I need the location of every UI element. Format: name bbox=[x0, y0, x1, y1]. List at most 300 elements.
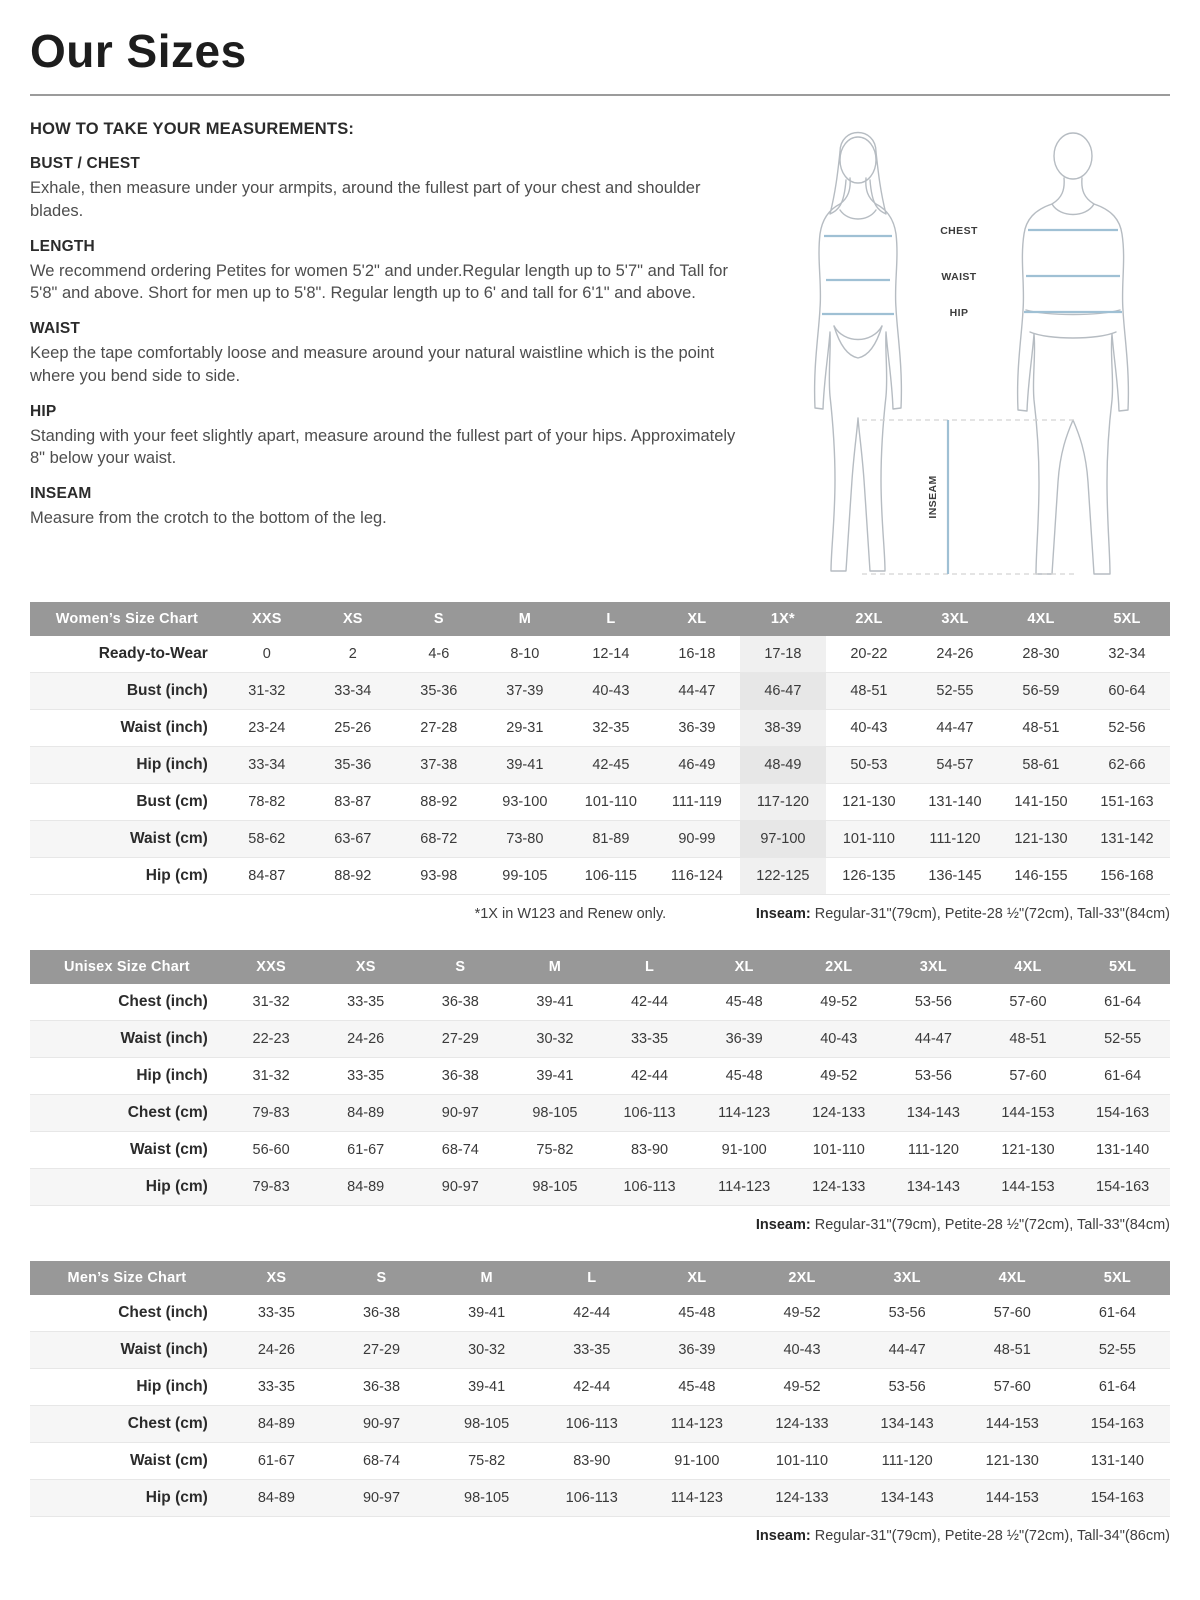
table-row bbox=[30, 1443, 1170, 1480]
table-cell: 61-64 bbox=[1098, 1305, 1136, 1321]
table-cell: 36-39 bbox=[678, 1342, 716, 1358]
row-label: Chest (inch) bbox=[118, 993, 208, 1010]
table-cell: 84-89 bbox=[257, 1416, 295, 1432]
womens-size-chart-block bbox=[30, 602, 1170, 922]
table-cell: 154-163 bbox=[1090, 1490, 1144, 1506]
table-cell: 83-90 bbox=[573, 1453, 611, 1469]
table-cell: 114-123 bbox=[670, 1490, 723, 1506]
mens-size-table bbox=[30, 1261, 1170, 1517]
table-cell: 36-38 bbox=[441, 1068, 479, 1084]
table-cell: 93-98 bbox=[420, 868, 458, 884]
table-cell: 49-52 bbox=[820, 1068, 858, 1084]
section-body: We recommend ordering Petites for women 5'2" and under.Regular length up to 5'7" and Tall for 5'8" and above. Short for men up to 5'8". Regular length up to 6' and tall for 6'1" and above. bbox=[30, 261, 728, 303]
section-title: WAIST bbox=[30, 320, 81, 338]
table-cell: 25-26 bbox=[334, 720, 372, 736]
table-cell: 116-124 bbox=[670, 868, 723, 884]
table-cell: 98-105 bbox=[464, 1416, 510, 1432]
section-inseam bbox=[30, 485, 752, 530]
table-cell: 49-52 bbox=[783, 1305, 821, 1321]
table-cell: 57-60 bbox=[1009, 1068, 1047, 1084]
table-cell: 91-100 bbox=[721, 1142, 767, 1158]
table-cell: 151-163 bbox=[1100, 794, 1154, 810]
table-cell: 39-41 bbox=[468, 1305, 506, 1321]
table-cell: 134-143 bbox=[906, 1105, 960, 1121]
table-cell: 24-26 bbox=[347, 1031, 385, 1047]
row-label: Waist (inch) bbox=[120, 1030, 208, 1047]
table-cell: 124-133 bbox=[775, 1416, 829, 1432]
row-label: Chest (cm) bbox=[127, 1104, 208, 1121]
section-body: Keep the tape comfortably loose and measure around your natural waistline which is the point where you bend side to side. bbox=[30, 344, 715, 385]
table-cell: 44-47 bbox=[888, 1342, 926, 1358]
table-cell: 39-41 bbox=[506, 757, 544, 773]
table-cell: 42-45 bbox=[592, 757, 630, 773]
table-cell: 131-142 bbox=[1100, 831, 1154, 847]
column-header: XS bbox=[224, 1261, 329, 1295]
column-header: XS bbox=[310, 602, 396, 636]
table-cell: 53-56 bbox=[888, 1379, 926, 1395]
table-cell: 52-55 bbox=[1104, 1031, 1142, 1047]
table-cell: 131-140 bbox=[928, 794, 982, 810]
table-cell: 141-150 bbox=[1014, 794, 1068, 810]
woman-figure bbox=[815, 133, 902, 572]
table-cell: 84-89 bbox=[257, 1490, 295, 1506]
body-figures-illustration bbox=[778, 118, 1170, 588]
table-cell: 154-163 bbox=[1096, 1179, 1150, 1195]
table-cell: 24-26 bbox=[936, 646, 974, 662]
column-header: 3XL bbox=[855, 1261, 960, 1295]
table-cell: 88-92 bbox=[334, 868, 372, 884]
column-header: 2XL bbox=[749, 1261, 854, 1295]
unisex-size-chart-block bbox=[30, 950, 1170, 1233]
table-cell: 73-80 bbox=[506, 831, 544, 847]
section-hip bbox=[30, 403, 752, 471]
table-cell: 98-105 bbox=[532, 1105, 578, 1121]
title-divider bbox=[30, 94, 1170, 96]
table-cell: 35-36 bbox=[420, 683, 458, 699]
table-cell: 33-35 bbox=[257, 1379, 295, 1395]
column-header: S bbox=[413, 950, 508, 984]
chest-label: CHEST bbox=[940, 225, 978, 237]
table-cell: 90-97 bbox=[441, 1105, 479, 1121]
section-body: Measure from the crotch to the bottom of the leg. bbox=[30, 509, 387, 528]
column-header: XXS bbox=[224, 950, 319, 984]
table-cell: 16-18 bbox=[678, 646, 716, 662]
table-cell: 58-61 bbox=[1022, 757, 1060, 773]
table-cell: 84-89 bbox=[347, 1105, 385, 1121]
table-row bbox=[30, 821, 1170, 858]
table-cell: 12-14 bbox=[592, 646, 630, 662]
table-cell: 57-60 bbox=[993, 1305, 1031, 1321]
table-cell: 83-90 bbox=[630, 1142, 669, 1158]
row-label: Chest (cm) bbox=[127, 1415, 208, 1432]
table-cell: 61-64 bbox=[1098, 1379, 1136, 1395]
row-label: Ready-to-Wear bbox=[98, 645, 208, 662]
table-cell: 49-52 bbox=[820, 994, 858, 1010]
column-header: S bbox=[329, 1261, 434, 1295]
table-cell: 101-110 bbox=[842, 831, 895, 847]
table-cell: 98-105 bbox=[464, 1490, 510, 1506]
table-cell: 27-29 bbox=[362, 1342, 401, 1358]
table-cell: 42-44 bbox=[573, 1379, 611, 1395]
table-cell: 101-110 bbox=[812, 1142, 865, 1158]
waist-label: WAIST bbox=[941, 271, 977, 283]
table-cell: 144-153 bbox=[985, 1490, 1039, 1506]
table-cell: 33-35 bbox=[347, 1068, 385, 1084]
table-cell: 68-72 bbox=[420, 831, 458, 847]
table-cell: 61-64 bbox=[1104, 1068, 1142, 1084]
table-cell: 114-123 bbox=[670, 1416, 723, 1432]
table-cell: 106-113 bbox=[565, 1416, 618, 1432]
table-cell: 52-55 bbox=[936, 683, 974, 699]
table-cell: 91-100 bbox=[674, 1453, 720, 1469]
table-cell: 106-113 bbox=[565, 1490, 618, 1506]
table-cell: 98-105 bbox=[532, 1179, 578, 1195]
table-cell: 121-130 bbox=[985, 1453, 1039, 1469]
table-cell: 8-10 bbox=[510, 646, 540, 662]
table-cell: 56-60 bbox=[252, 1142, 290, 1158]
section-title: HIP bbox=[30, 402, 57, 420]
table-cell: 36-39 bbox=[725, 1031, 763, 1047]
table-cell: 22-23 bbox=[252, 1031, 290, 1047]
column-header: M bbox=[508, 950, 603, 984]
column-header: 4XL bbox=[998, 602, 1084, 636]
column-header: L bbox=[568, 602, 654, 636]
womens-footnotes bbox=[30, 906, 1170, 922]
unisex-size-table bbox=[30, 950, 1170, 1206]
womens-inseam-note: Inseam: Regular-31"(79cm), Petite-28 ½"(72cm), Tall-33"(84cm) bbox=[755, 906, 1170, 922]
row-label: Hip (inch) bbox=[136, 1378, 208, 1395]
table-cell: 57-60 bbox=[993, 1379, 1031, 1395]
table-cell: 40-43 bbox=[850, 720, 888, 736]
table-cell: 124-133 bbox=[812, 1105, 866, 1121]
table-cell: 52-55 bbox=[1098, 1342, 1136, 1358]
table-cell: 44-47 bbox=[936, 720, 974, 736]
table-cell: 154-163 bbox=[1096, 1105, 1150, 1121]
table-cell: 24-26 bbox=[257, 1342, 295, 1358]
table-cell: 40-43 bbox=[783, 1342, 821, 1358]
row-label: Waist (inch) bbox=[120, 1341, 208, 1358]
table-cell: 117-120 bbox=[740, 784, 826, 821]
table-cell: 101-110 bbox=[584, 794, 637, 810]
column-header: XL bbox=[654, 602, 740, 636]
table-cell: 42-44 bbox=[630, 994, 669, 1010]
table-cell: 111-120 bbox=[907, 1142, 959, 1158]
table-row bbox=[30, 784, 1170, 821]
table-cell: 48-51 bbox=[993, 1342, 1031, 1358]
table-cell: 75-82 bbox=[536, 1142, 574, 1158]
table-cell: 33-35 bbox=[347, 994, 385, 1010]
row-label: Waist (cm) bbox=[130, 1141, 208, 1158]
table-cell: 29-31 bbox=[506, 720, 544, 736]
section-body: Exhale, then measure under your armpits, around the fullest part of your chest and shoulder blades. bbox=[30, 179, 701, 220]
man-figure bbox=[1018, 133, 1129, 574]
table-cell: 20-22 bbox=[850, 646, 888, 662]
table-cell: 106-113 bbox=[623, 1105, 676, 1121]
unisex-footnotes bbox=[30, 1217, 1170, 1233]
table-cell: 44-47 bbox=[678, 683, 716, 699]
table-cell: 99-105 bbox=[502, 868, 548, 884]
column-header: XL bbox=[697, 950, 792, 984]
table-cell: 106-113 bbox=[623, 1179, 676, 1195]
table-cell: 48-51 bbox=[850, 683, 888, 699]
measurement-instructions bbox=[30, 116, 752, 588]
table-cell: 121-130 bbox=[1001, 1142, 1055, 1158]
column-header: 5XL bbox=[1075, 950, 1170, 984]
table-cell: 17-18 bbox=[740, 636, 826, 673]
section-waist bbox=[30, 320, 752, 388]
table-cell: 90-97 bbox=[362, 1490, 401, 1506]
table-title: Men’s Size Chart bbox=[30, 1261, 224, 1295]
table-cell: 53-56 bbox=[888, 1305, 926, 1321]
table-cell: 111-120 bbox=[929, 831, 981, 847]
table-cell: 32-35 bbox=[592, 720, 630, 736]
table-cell: 83-87 bbox=[334, 794, 372, 810]
table-cell: 144-153 bbox=[1001, 1105, 1055, 1121]
table-cell: 33-35 bbox=[573, 1342, 611, 1358]
table-cell: 42-44 bbox=[630, 1068, 669, 1084]
mens-size-chart-block bbox=[30, 1261, 1170, 1544]
table-cell: 146-155 bbox=[1014, 868, 1068, 884]
column-header: XS bbox=[318, 950, 413, 984]
table-cell: 4-6 bbox=[428, 646, 450, 662]
row-label: Hip (inch) bbox=[136, 1067, 208, 1084]
table-row bbox=[30, 1095, 1170, 1132]
column-header: M bbox=[434, 1261, 539, 1295]
column-header: XL bbox=[644, 1261, 749, 1295]
table-cell: 39-41 bbox=[536, 1068, 574, 1084]
table-cell: 31-32 bbox=[248, 683, 286, 699]
table-row bbox=[30, 673, 1170, 710]
table-row bbox=[30, 1332, 1170, 1369]
table-cell: 27-28 bbox=[420, 720, 458, 736]
table-cell: 84-87 bbox=[248, 868, 286, 884]
table-row bbox=[30, 1480, 1170, 1517]
table-cell: 90-97 bbox=[362, 1416, 401, 1432]
table-cell: 124-133 bbox=[812, 1179, 866, 1195]
table-cell: 101-110 bbox=[775, 1453, 829, 1469]
table-cell: 39-41 bbox=[536, 994, 574, 1010]
table-cell: 33-35 bbox=[257, 1305, 295, 1321]
table-cell: 35-36 bbox=[334, 757, 372, 773]
mens-footnotes bbox=[30, 1528, 1170, 1544]
table-title: Women’s Size Chart bbox=[30, 602, 224, 636]
table-cell: 31-32 bbox=[252, 1068, 290, 1084]
table-cell: 49-52 bbox=[783, 1379, 821, 1395]
table-cell: 88-92 bbox=[420, 794, 458, 810]
table-cell: 60-64 bbox=[1108, 683, 1146, 699]
table-cell: 62-66 bbox=[1108, 757, 1146, 773]
table-cell: 154-163 bbox=[1090, 1416, 1144, 1432]
column-header: 3XL bbox=[912, 602, 998, 636]
table-cell: 45-48 bbox=[678, 1305, 716, 1321]
row-label: Waist (cm) bbox=[130, 830, 208, 847]
table-cell: 23-24 bbox=[248, 720, 286, 736]
table-cell: 45-48 bbox=[725, 1068, 763, 1084]
column-header: 5XL bbox=[1084, 602, 1170, 636]
table-cell: 40-43 bbox=[820, 1031, 858, 1047]
table-cell: 40-43 bbox=[592, 683, 630, 699]
table-cell: 28-30 bbox=[1022, 646, 1060, 662]
table-cell: 56-59 bbox=[1022, 683, 1060, 699]
table-cell: 27-29 bbox=[441, 1031, 479, 1047]
table-cell: 0 bbox=[262, 646, 271, 662]
table-cell: 48-51 bbox=[1009, 1031, 1047, 1047]
table-cell: 78-82 bbox=[248, 794, 286, 810]
table-cell: 136-145 bbox=[928, 868, 982, 884]
table-cell: 48-51 bbox=[1022, 720, 1060, 736]
table-cell: 68-74 bbox=[362, 1453, 401, 1469]
top-section bbox=[30, 116, 1170, 588]
column-header: 4XL bbox=[960, 1261, 1065, 1295]
table-cell: 52-56 bbox=[1108, 720, 1146, 736]
row-label: Hip (cm) bbox=[145, 867, 208, 884]
table-cell: 32-34 bbox=[1108, 646, 1146, 662]
section-bust-chest bbox=[30, 155, 752, 223]
table-row bbox=[30, 710, 1170, 747]
table-cell: 61-67 bbox=[347, 1142, 385, 1158]
table-row bbox=[30, 1058, 1170, 1095]
table-cell: 90-99 bbox=[678, 831, 716, 847]
table-cell: 57-60 bbox=[1009, 994, 1047, 1010]
table-title: Unisex Size Chart bbox=[30, 950, 224, 984]
table-cell: 114-123 bbox=[718, 1179, 771, 1195]
column-header: L bbox=[602, 950, 697, 984]
table-cell: 97-100 bbox=[740, 821, 826, 858]
table-cell: 75-82 bbox=[468, 1453, 506, 1469]
table-cell: 134-143 bbox=[880, 1416, 934, 1432]
table-cell: 58-62 bbox=[248, 831, 286, 847]
table-cell: 33-35 bbox=[630, 1031, 669, 1047]
section-title: INSEAM bbox=[30, 485, 92, 503]
table-row bbox=[30, 1169, 1170, 1206]
column-header: XXS bbox=[224, 602, 310, 636]
table-cell: 46-49 bbox=[678, 757, 716, 773]
row-label: Chest (inch) bbox=[118, 1304, 208, 1321]
table-cell: 61-67 bbox=[257, 1453, 295, 1469]
table-row bbox=[30, 1021, 1170, 1058]
row-label: Hip (cm) bbox=[145, 1489, 208, 1506]
table-cell: 121-130 bbox=[1014, 831, 1068, 847]
table-row bbox=[30, 984, 1170, 1021]
column-header: 3XL bbox=[886, 950, 981, 984]
row-label: Hip (inch) bbox=[136, 756, 208, 773]
table-cell: 124-133 bbox=[775, 1490, 829, 1506]
table-row bbox=[30, 1295, 1170, 1332]
table-row bbox=[30, 636, 1170, 673]
table-cell: 156-168 bbox=[1100, 868, 1154, 884]
table-cell: 53-56 bbox=[914, 994, 952, 1010]
page-title: Our Sizes bbox=[30, 25, 247, 77]
table-cell: 2 bbox=[348, 646, 357, 662]
row-label: Waist (cm) bbox=[130, 1452, 208, 1469]
unisex-inseam-note: Inseam: Regular-31"(79cm), Petite-28 ½"(72cm), Tall-33"(84cm) bbox=[755, 1217, 1170, 1233]
one-x-note: *1X in W123 and Renew only. bbox=[474, 906, 667, 922]
table-cell: 30-32 bbox=[468, 1342, 506, 1358]
section-body: Standing with your feet slightly apart, measure around the fullest part of your hips. Approximately 8" below your waist. bbox=[30, 426, 736, 468]
table-row bbox=[30, 1132, 1170, 1169]
table-cell: 30-32 bbox=[536, 1031, 574, 1047]
column-header: 5XL bbox=[1065, 1261, 1170, 1295]
table-cell: 36-38 bbox=[362, 1305, 401, 1321]
column-header: S bbox=[396, 602, 482, 636]
table-cell: 45-48 bbox=[678, 1379, 716, 1395]
table-cell: 33-34 bbox=[248, 757, 286, 773]
table-cell: 44-47 bbox=[914, 1031, 952, 1047]
section-title: LENGTH bbox=[30, 237, 95, 255]
table-cell: 79-83 bbox=[252, 1179, 290, 1195]
table-cell: 68-74 bbox=[441, 1142, 479, 1158]
table-cell: 38-39 bbox=[740, 710, 826, 747]
column-header: M bbox=[482, 602, 568, 636]
table-cell: 54-57 bbox=[936, 757, 974, 773]
column-header: 4XL bbox=[981, 950, 1076, 984]
table-cell: 111-119 bbox=[671, 794, 722, 810]
table-cell: 36-38 bbox=[441, 994, 479, 1010]
table-cell: 131-140 bbox=[1090, 1453, 1144, 1469]
hip-label: HIP bbox=[949, 307, 969, 319]
table-cell: 39-41 bbox=[468, 1379, 506, 1395]
table-row bbox=[30, 858, 1170, 895]
row-label: Waist (inch) bbox=[120, 719, 208, 736]
row-label: Hip (cm) bbox=[145, 1178, 208, 1195]
table-cell: 81-89 bbox=[592, 831, 630, 847]
column-header: 2XL bbox=[791, 950, 886, 984]
mens-inseam-note: Inseam: Regular-31"(79cm), Petite-28 ½"(72cm), Tall-34"(86cm) bbox=[755, 1528, 1170, 1544]
table-cell: 144-153 bbox=[1001, 1179, 1055, 1195]
table-cell: 106-115 bbox=[584, 868, 637, 884]
table-cell: 61-64 bbox=[1104, 994, 1142, 1010]
table-cell: 46-47 bbox=[740, 673, 826, 710]
womens-size-table bbox=[30, 602, 1170, 895]
table-cell: 53-56 bbox=[914, 1068, 952, 1084]
table-row bbox=[30, 747, 1170, 784]
table-cell: 134-143 bbox=[906, 1179, 960, 1195]
column-header: L bbox=[539, 1261, 644, 1295]
table-cell: 134-143 bbox=[880, 1490, 934, 1506]
table-cell: 121-130 bbox=[842, 794, 896, 810]
table-cell: 79-83 bbox=[252, 1105, 290, 1121]
table-cell: 126-135 bbox=[842, 868, 896, 884]
table-row bbox=[30, 1369, 1170, 1406]
table-cell: 84-89 bbox=[347, 1179, 385, 1195]
measurement-illustration bbox=[778, 116, 1170, 588]
table-cell: 36-39 bbox=[678, 720, 716, 736]
table-cell: 131-140 bbox=[1096, 1142, 1150, 1158]
column-header: 1X* bbox=[740, 602, 826, 636]
table-cell: 90-97 bbox=[441, 1179, 479, 1195]
table-row bbox=[30, 1406, 1170, 1443]
row-label: Bust (inch) bbox=[126, 682, 208, 699]
table-cell: 37-39 bbox=[506, 683, 544, 699]
table-cell: 31-32 bbox=[252, 994, 290, 1010]
section-length bbox=[30, 238, 752, 306]
table-cell: 33-34 bbox=[334, 683, 372, 699]
table-cell: 63-67 bbox=[334, 831, 372, 847]
column-header: 2XL bbox=[826, 602, 912, 636]
table-cell: 93-100 bbox=[502, 794, 548, 810]
table-cell: 144-153 bbox=[985, 1416, 1039, 1432]
section-title: BUST / CHEST bbox=[30, 155, 141, 172]
table-cell: 37-38 bbox=[420, 757, 458, 773]
table-cell: 50-53 bbox=[850, 757, 888, 773]
table-cell: 42-44 bbox=[573, 1305, 611, 1321]
inseam-label: INSEAM bbox=[927, 475, 939, 519]
instructions-heading: HOW TO TAKE YOUR MEASUREMENTS: bbox=[30, 120, 355, 138]
table-cell: 111-120 bbox=[881, 1453, 933, 1469]
table-cell: 122-125 bbox=[740, 858, 826, 895]
row-label: Bust (cm) bbox=[136, 793, 208, 810]
table-cell: 45-48 bbox=[725, 994, 763, 1010]
